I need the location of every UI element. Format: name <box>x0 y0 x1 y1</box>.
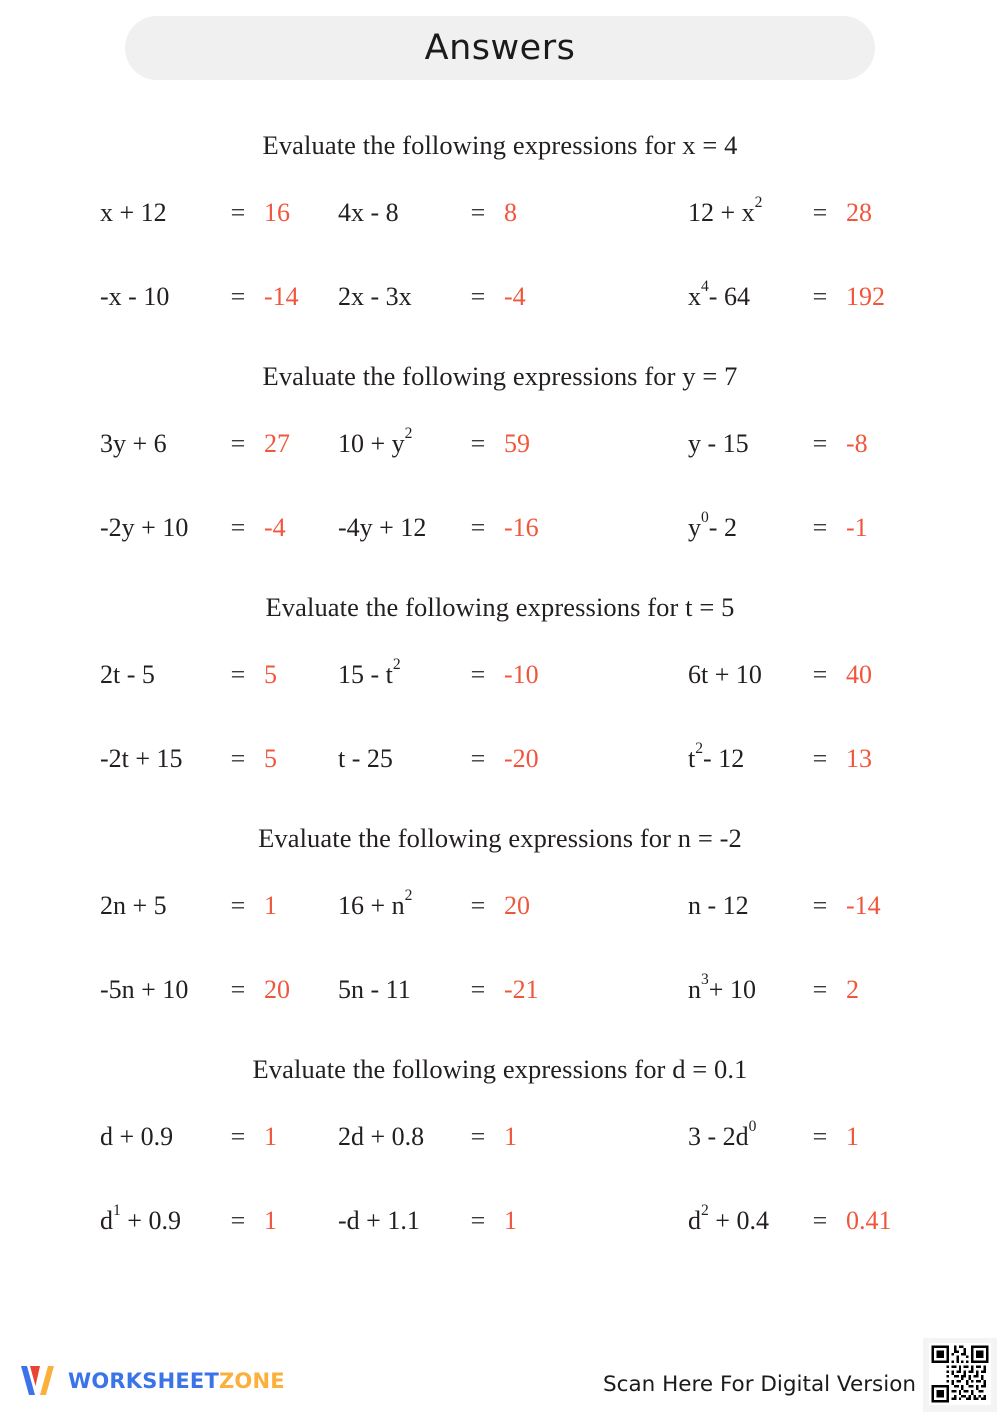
problem-cell <box>650 431 1000 457</box>
answer-value: 5 <box>264 660 277 689</box>
brand-wordmark <box>68 1368 285 1393</box>
qr-code-image <box>929 1343 991 1405</box>
answer-value: 1 <box>264 1206 277 1235</box>
expression: 3y + 6 <box>100 429 167 458</box>
problem-cell <box>320 1124 650 1150</box>
problem-cell <box>650 508 1000 542</box>
problem-cell <box>320 284 650 310</box>
problem-cell <box>650 970 1000 1004</box>
header-band <box>125 16 875 80</box>
worksheet-zone-logo[interactable] <box>18 1364 285 1398</box>
footer <box>0 1330 1000 1416</box>
problem-cell <box>0 1124 320 1150</box>
equals-sign: = <box>470 513 486 542</box>
problem-cell <box>650 193 1000 227</box>
problem-rows <box>0 402 1000 570</box>
expression: 2t - 5 <box>100 660 155 689</box>
problem-row <box>0 486 1000 570</box>
answer-value: -14 <box>264 282 299 311</box>
page-title: Answers <box>424 27 576 68</box>
problem-cell <box>650 739 1000 773</box>
problem-row <box>0 948 1000 1032</box>
answer-value: 20 <box>504 891 530 920</box>
section-heading: Evaluate the following expressions for x = 4 <box>262 130 738 160</box>
problem-row <box>0 255 1000 339</box>
problem-rows <box>0 1095 1000 1263</box>
problem-rows <box>0 864 1000 1032</box>
problem-section <box>0 570 1000 801</box>
problem-section <box>0 1032 1000 1263</box>
equals-sign: = <box>470 198 486 227</box>
equals-sign: = <box>230 660 246 689</box>
problem-cell <box>0 1201 320 1235</box>
equals-sign: = <box>812 1206 828 1235</box>
answer-value: -4 <box>504 282 526 311</box>
equals-sign: = <box>812 513 828 542</box>
brand-word-worksheet: WORKSHEET <box>68 1368 219 1393</box>
problem-row <box>0 1095 1000 1179</box>
problem-row <box>0 402 1000 486</box>
problem-cell <box>650 662 1000 688</box>
answer-value: -14 <box>846 891 881 920</box>
expression: 2n + 5 <box>100 891 167 920</box>
problem-rows <box>0 633 1000 801</box>
expression: $n^3+ 10$ <box>688 970 756 1004</box>
equals-sign: = <box>470 975 486 1004</box>
equals-sign: = <box>470 1122 486 1151</box>
problem-cell <box>0 515 320 541</box>
answer-value: 2 <box>846 975 859 1004</box>
expression: -2y + 10 <box>100 513 189 542</box>
problem-cell <box>0 200 320 226</box>
problem-cell <box>0 284 320 310</box>
answer-value: -20 <box>504 744 539 773</box>
problem-row <box>0 171 1000 255</box>
expression: $d^1 + 0.9$ <box>100 1201 181 1235</box>
equals-sign: = <box>812 1122 828 1151</box>
equals-sign: = <box>470 891 486 920</box>
answer-value: 1 <box>504 1122 517 1151</box>
problem-cell <box>320 886 650 920</box>
equals-sign: = <box>230 1206 246 1235</box>
problem-row <box>0 633 1000 717</box>
expression: $d^2 + 0.4$ <box>688 1201 769 1235</box>
expression: x + 12 <box>100 198 167 227</box>
expression: -2t + 15 <box>100 744 183 773</box>
answer-value: 28 <box>846 198 872 227</box>
problem-cell <box>320 200 650 226</box>
problem-cell <box>0 431 320 457</box>
equals-sign: = <box>230 1122 246 1151</box>
problem-cell <box>0 662 320 688</box>
expression: 5n - 11 <box>338 975 411 1004</box>
equals-sign: = <box>470 1206 486 1235</box>
problem-cell <box>650 1201 1000 1235</box>
equals-sign: = <box>470 429 486 458</box>
answer-value: 0.41 <box>846 1206 892 1235</box>
expression: d + 0.9 <box>100 1122 174 1151</box>
equals-sign: = <box>812 429 828 458</box>
expression: t - 25 <box>338 744 393 773</box>
problem-row <box>0 1179 1000 1263</box>
problem-row <box>0 717 1000 801</box>
equals-sign: = <box>470 744 486 773</box>
problem-cell <box>320 515 650 541</box>
expression: y - 15 <box>688 429 749 458</box>
brand-word-zone: ZONE <box>218 1368 285 1393</box>
section-heading: Evaluate the following expressions for n = -2 <box>258 823 742 853</box>
expression: $16 + n^2$ <box>338 886 413 920</box>
answer-value: 13 <box>846 744 872 773</box>
expression: -x - 10 <box>100 282 170 311</box>
answer-value: -8 <box>846 429 868 458</box>
equals-sign: = <box>230 975 246 1004</box>
answer-value: 5 <box>264 744 277 773</box>
answer-value: -10 <box>504 660 539 689</box>
expression: -5n + 10 <box>100 975 189 1004</box>
equals-sign: = <box>230 513 246 542</box>
answer-value: 1 <box>264 891 277 920</box>
expression: 6t + 10 <box>688 660 762 689</box>
section-heading: Evaluate the following expressions for y = 7 <box>262 361 738 391</box>
expression: $x^4-$ 64 <box>688 277 750 311</box>
equals-sign: = <box>230 891 246 920</box>
expression: -4y + 12 <box>338 513 427 542</box>
answer-value: -16 <box>504 513 539 542</box>
problem-section <box>0 108 1000 339</box>
equals-sign: = <box>230 429 246 458</box>
problem-cell <box>320 655 650 689</box>
equals-sign: = <box>812 282 828 311</box>
answer-value: -4 <box>264 513 286 542</box>
problem-cell <box>650 1117 1000 1151</box>
equals-sign: = <box>812 975 828 1004</box>
problem-cell <box>0 977 320 1003</box>
section-heading: Evaluate the following expressions for t = 5 <box>265 592 735 622</box>
problem-cell <box>650 277 1000 311</box>
section-heading: Evaluate the following expressions for d = 0.1 <box>252 1054 748 1084</box>
expression: -d + 1.1 <box>338 1206 420 1235</box>
answer-value: -1 <box>846 513 868 542</box>
equals-sign: = <box>230 198 246 227</box>
problem-cell <box>320 746 650 772</box>
answer-value: 27 <box>264 429 290 458</box>
answer-value: 1 <box>504 1206 517 1235</box>
equals-sign: = <box>812 744 828 773</box>
problem-cell <box>0 893 320 919</box>
logo-w-icon <box>18 1364 58 1398</box>
qr-code[interactable] <box>923 1338 997 1412</box>
answer-value: 20 <box>264 975 290 1004</box>
answer-value: 1 <box>846 1122 859 1151</box>
problem-section <box>0 339 1000 570</box>
problem-cell <box>320 977 650 1003</box>
expression: 2d + 0.8 <box>338 1122 425 1151</box>
expression: n - 12 <box>688 891 749 920</box>
answer-value: 8 <box>504 198 517 227</box>
equals-sign: = <box>812 660 828 689</box>
scan-here-label: Scan Here For Digital Version <box>603 1372 916 1397</box>
answer-value: 1 <box>264 1122 277 1151</box>
problem-rows <box>0 171 1000 339</box>
equals-sign: = <box>812 198 828 227</box>
equals-sign: = <box>230 282 246 311</box>
answer-value: 16 <box>264 198 290 227</box>
worksheet-body <box>0 108 1000 1263</box>
expression: 4x - 8 <box>338 198 399 227</box>
expression: $15 - t^2$ <box>338 655 401 689</box>
expression: 2x - 3x <box>338 282 412 311</box>
expression: $10 + y^2$ <box>338 424 413 458</box>
answer-value: 59 <box>504 429 530 458</box>
problem-cell <box>650 893 1000 919</box>
answer-value: -21 <box>504 975 539 1004</box>
expression: $y^0-$ 2 <box>688 508 737 542</box>
problem-section <box>0 801 1000 1032</box>
problem-cell <box>0 746 320 772</box>
equals-sign: = <box>470 282 486 311</box>
problem-cell <box>320 1208 650 1234</box>
answer-value: 40 <box>846 660 872 689</box>
equals-sign: = <box>230 744 246 773</box>
equals-sign: = <box>470 660 486 689</box>
expression: $3 - 2d^0$ <box>688 1117 757 1151</box>
equals-sign: = <box>812 891 828 920</box>
problem-row <box>0 864 1000 948</box>
expression: $t^2-$ 12 <box>688 739 745 773</box>
problem-cell <box>320 424 650 458</box>
answer-value: 192 <box>846 282 885 311</box>
expression: $12 + x^2$ <box>688 193 763 227</box>
